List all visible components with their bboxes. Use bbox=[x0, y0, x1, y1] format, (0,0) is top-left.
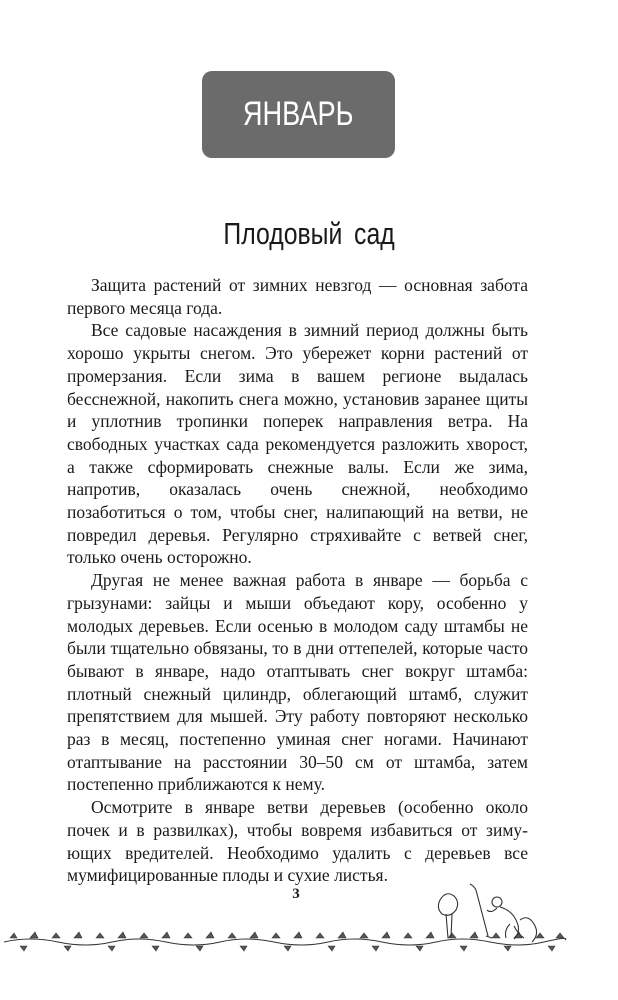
footer-decoration bbox=[0, 880, 618, 960]
article-body bbox=[67, 274, 528, 887]
paragraph-1: Защита растений от зимних невзгод — основная забота первого месяца года. bbox=[67, 275, 528, 318]
section-title-text: Плодовый сад bbox=[223, 216, 395, 251]
section-title bbox=[0, 216, 618, 252]
page-number: 3 bbox=[292, 886, 300, 902]
paragraph-3: Другая не менее важная работа в январе — борьба с грызунами: зайцы и мыши объедают кору, особенно у молодых деревьев. Если осенью в молодом саду штамбы не были тщательно обвязаны, то в дни оттепелей, которые часто бывают в январе, надо отаптывать снег вокруг штамба: плотный снежный цилиндр, облегающий штамб, служит препятствием для мышей. Эту работу повторяют несколько раз в месяц, постепенно уминая снег ногами. Начинают отаптывание на расстоянии 30–50 см от штамба, затем постепенно приближаются к нему. bbox=[67, 570, 528, 795]
month-badge bbox=[202, 71, 395, 158]
gardener-with-hoe-icon bbox=[438, 884, 536, 942]
month-title: ЯНВАРЬ bbox=[243, 95, 354, 133]
paragraph-4: Осмотрите в январе ветви деревьев (особенно около почек и в развилках), чтобы вовремя избавиться от зимующих вредителей. Необходимо удалить с деревьев все мумифицированные плоды и сухие листья. bbox=[67, 797, 528, 886]
vine-border-icon bbox=[4, 932, 566, 951]
paragraph-2: Все садовые насаждения в зимний период должны быть хорошо укрыты снегом. Это убережет корни растений от промерзания. Если зима в вашем регионе выдалась бесснежной, накопить снега можно, установив заранее щиты и уплотнив тропинки поперек направления ветра. На свободных участках сада рекомендуется разложить хворост, а также сформировать снежные валы. Если же зима, напротив, оказалась очень снежной, необходимо позаботиться о том, чтобы снег, налипающий на ветви, не повредил деревья. Регулярно стряхивайте с ветвей снег, только очень осторожно. bbox=[67, 320, 528, 568]
